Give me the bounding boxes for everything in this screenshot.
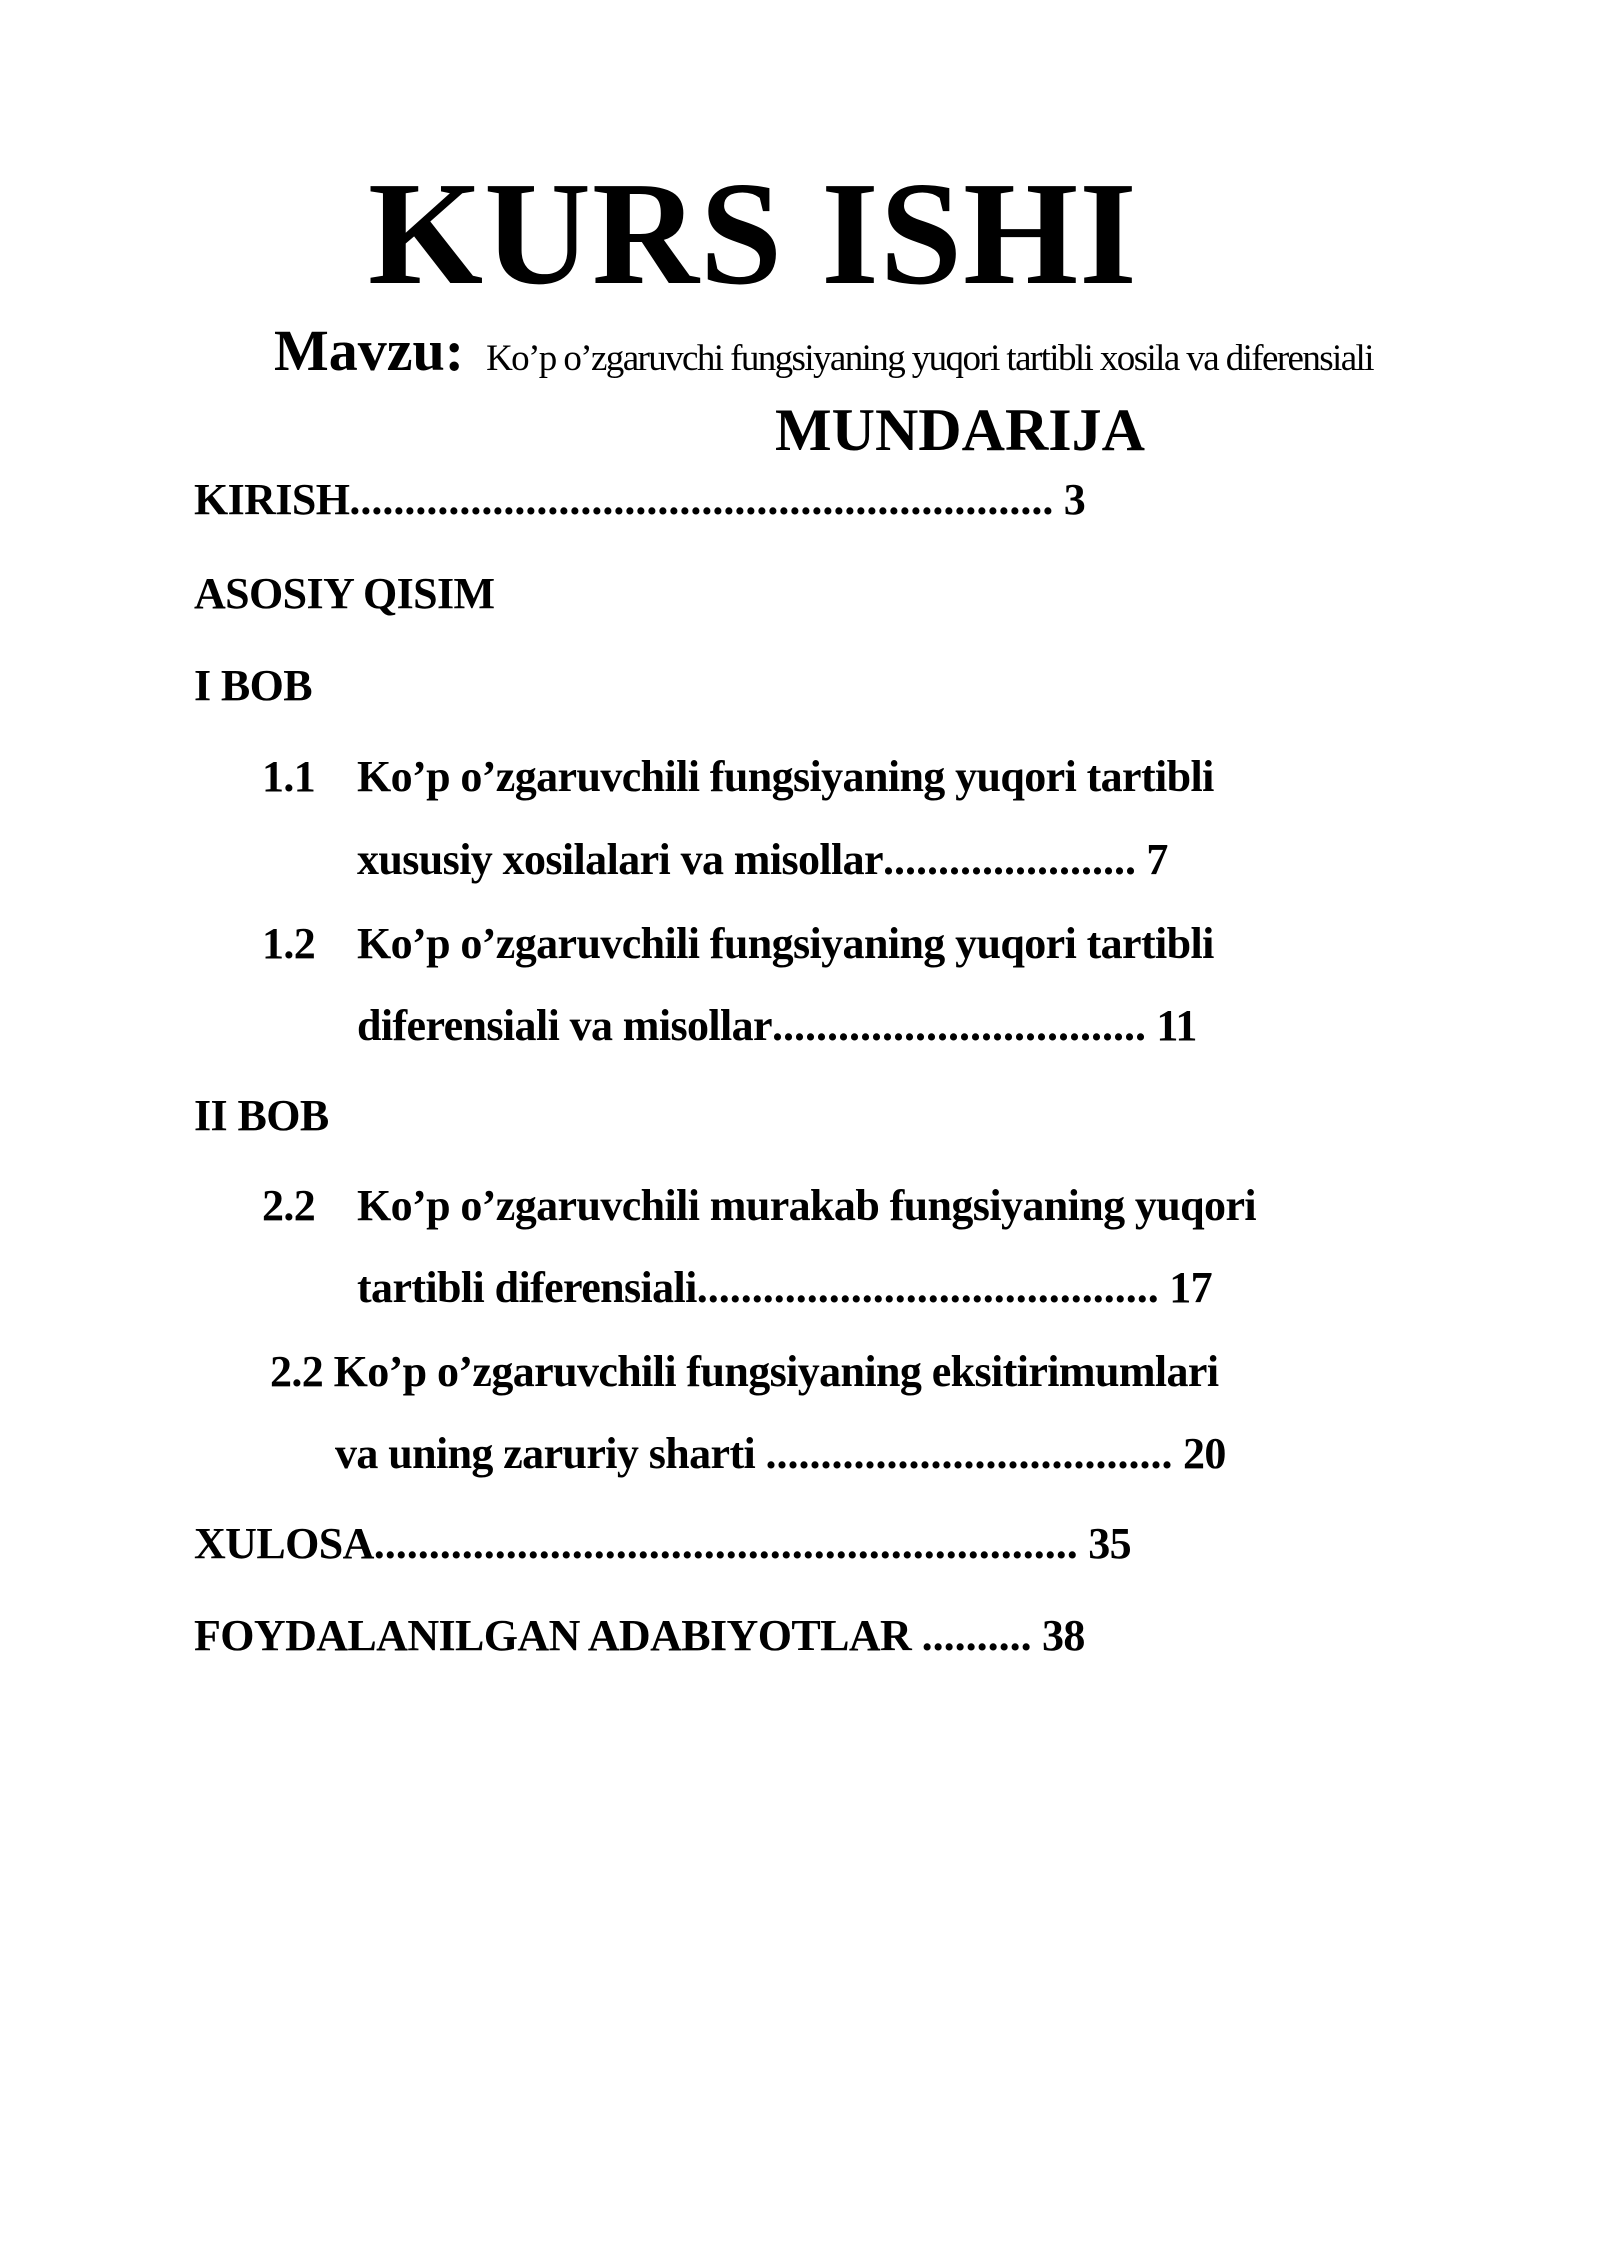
toc-entry-1-2-line2 <box>357 1001 1197 1050</box>
toc-entry-2-2-line2 <box>335 1429 1226 1478</box>
toc-entry-title: Ko’p o’zgaruvchili fungsiyaning yuqori tartibli <box>357 752 1214 801</box>
toc-entry-title: Ko’p o’zgaruvchili murakab fungsiyaning yuqori <box>357 1181 1256 1230</box>
toc-entry-title-cont: xususiy xosilalari va misollar <box>357 835 883 884</box>
toc-entry-adabiyotlar <box>194 1611 1085 1660</box>
toc-page-number: 11 <box>1156 1001 1197 1050</box>
toc-entry-title-cont: va uning zaruriy sharti <box>335 1429 756 1478</box>
toc-leader-dots: ................................................................ <box>373 1519 1078 1568</box>
toc-entry-number: 1.2 <box>262 919 316 968</box>
toc-chapter-heading: II BOB <box>194 1091 329 1140</box>
toc-entry-title: FOYDALANILGAN ADABIYOTLAR <box>194 1611 912 1660</box>
toc-entry-title: Ko’p o’zgaruvchili fungsiyaning yuqori tartibli <box>357 919 1214 968</box>
toc-entry-title-cont: diferensiali va misollar <box>357 1001 772 1050</box>
toc-chapter-heading: I BOB <box>194 661 313 710</box>
toc-entry-number: 2.2 <box>262 1181 316 1230</box>
toc-entry-title-cont: tartibli diferensiali <box>357 1263 697 1312</box>
topic-text: Ko’p o’zgaruvchi fungsiyaning yuqori tartibli xosila va diferensiali <box>486 338 1373 379</box>
toc-entry-1-1-line2 <box>357 835 1168 884</box>
toc-entry-title: KIRISH <box>194 475 350 524</box>
toc-page-number: 38 <box>1042 1611 1085 1660</box>
toc-entry-title: Ko’p o’zgaruvchili fungsiyaning eksitirimumlari <box>333 1347 1219 1396</box>
toc-leader-dots: ................................................................ <box>349 475 1054 524</box>
toc-entry-2-2-line1 <box>270 1347 1219 1396</box>
toc-entry-xulosa <box>194 1519 1131 1568</box>
topic-line <box>274 318 1373 383</box>
document-title: KURS ISHI <box>368 152 1138 316</box>
toc-leader-dots: ..................................... <box>765 1429 1173 1478</box>
toc-leader-dots: ....................... <box>882 835 1136 884</box>
toc-entry-title: XULOSA <box>194 1519 374 1568</box>
toc-entry-2-1-line2 <box>357 1263 1213 1312</box>
toc-page-number: 20 <box>1182 1429 1226 1478</box>
toc-leader-dots: .......................................... <box>696 1263 1159 1312</box>
toc-leader-dots: .................................. <box>772 1001 1146 1050</box>
toc-entry-number: 2.2 <box>270 1347 324 1396</box>
toc-entry-1-2-line1 <box>262 919 1214 968</box>
toc-page-number: 17 <box>1169 1263 1213 1312</box>
toc-entry-kirish <box>194 475 1086 524</box>
toc-section-heading: ASOSIY QISIM <box>194 569 495 618</box>
toc-page-number: 3 <box>1063 475 1086 524</box>
toc-entry-2-1-line1 <box>262 1181 1256 1230</box>
toc-leader-dots: .......... <box>921 1611 1032 1660</box>
toc-entry-1-1-line1 <box>262 752 1214 801</box>
toc-page-number: 7 <box>1146 835 1168 884</box>
topic-label: Mavzu: <box>274 318 465 383</box>
toc-page-number: 35 <box>1088 1519 1131 1568</box>
toc-heading: MUNDARIJA <box>775 397 1145 463</box>
toc-entry-number: 1.1 <box>262 752 316 801</box>
